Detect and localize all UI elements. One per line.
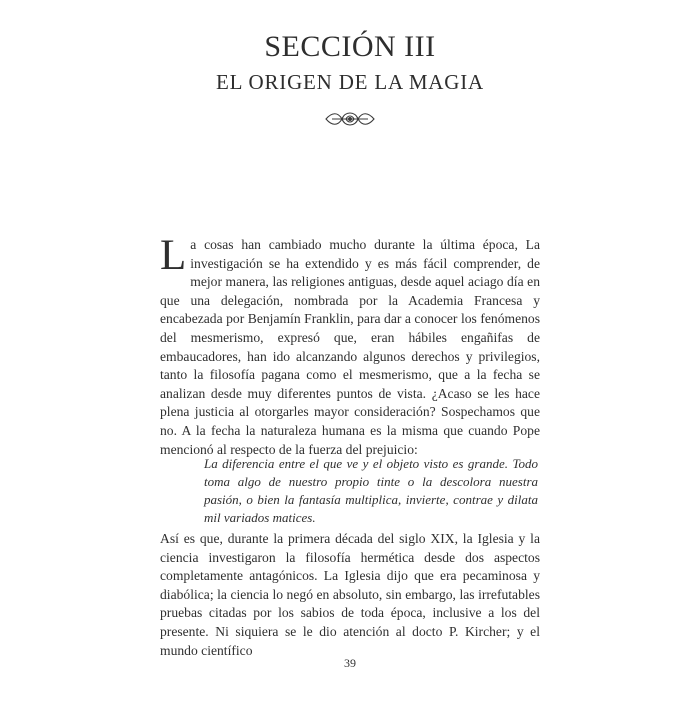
paragraph-text: Así es que, durante la primera década del siglo XIX, la Iglesia y la ciencia investigaron la filosofía hermética desde dos aspectos completamente antagónicos. La Iglesia dijo que era pecaminosa y diabólica; la ciencia lo negó en absoluto, sin embargo, las irrefutables pruebas citadas por los sabios de toda época, inclusive a los del presente. Ni siquiera se le dio atención al docto P. Kircher; y el mundo científico bbox=[160, 531, 540, 658]
decorative-flourish-icon bbox=[324, 108, 376, 130]
paragraph-text: a cosas han cambiado mucho durante la última época, La investigación se ha extendido y es más fácil comprender, de mejor manera, las religiones antiguas, desde aquel aciago día en que una delegación, nombrada por la Academia Francesa y encabezada por Benjamín Franklin, para dar a conocer los fenómenos del mesmerismo, expresó que, eran hábiles engañifas de embaucadores, han ido alcanzando algunos derechos y privilegios, tanto la filosofía pagana como el mesmerismo, que a la fecha se analizan desde muy diferentes puntos de vista. ¿Acaso se les hace plena justicia al otorgarles mayor consideración? Sospechamos que no. A la fecha la naturaleza humana es la misma que cuando Pope mencionó al respecto de la fuerza del prejuicio: bbox=[160, 237, 540, 457]
section-title: SECCIÓN III bbox=[264, 30, 436, 63]
section-subtitle: EL ORIGEN DE LA MAGIA bbox=[216, 70, 484, 94]
body-paragraph bbox=[160, 232, 540, 459]
quote-text: La diferencia entre el que ve y el objeto visto es grande. Todo toma algo de nuestro propio tinte o la descolora nuestra pasión, bbox=[204, 456, 538, 507]
quote-text-continued: o bien la fantasía multiplica, invierte, contrae y dilata mil variados matices. bbox=[204, 492, 538, 525]
block-quote bbox=[204, 455, 538, 527]
drop-cap: L bbox=[160, 232, 187, 279]
body-paragraph bbox=[160, 530, 540, 660]
page-number: 39 bbox=[344, 656, 356, 670]
